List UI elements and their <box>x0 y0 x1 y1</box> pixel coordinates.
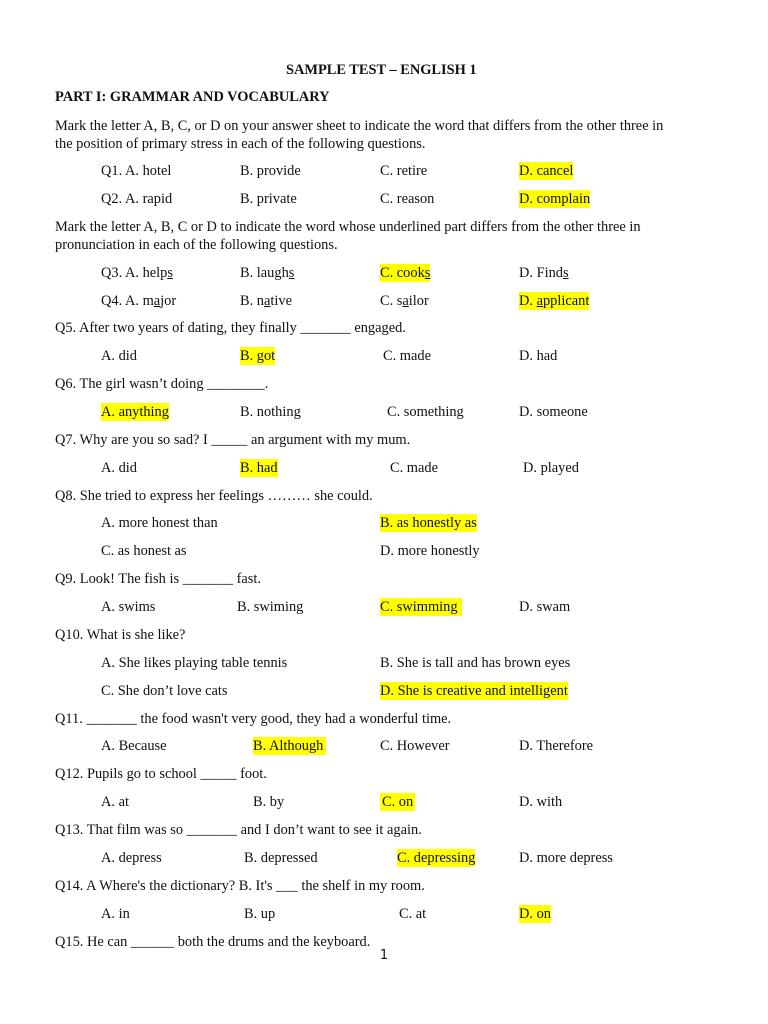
q4-option-b: B. native <box>240 293 292 309</box>
q6-stem: Q6. The girl wasn’t doing ________. <box>55 376 269 392</box>
q10-option-b: B. She is tall and has brown eyes <box>380 655 571 671</box>
q7-option-d: D. played <box>523 460 579 476</box>
q13-option-b: B. depressed <box>244 850 318 866</box>
instruction-pronunciation-line2: pronunciation in each of the following questions. <box>55 237 338 253</box>
q14-option-c: C. at <box>399 906 427 922</box>
q5-option-d: D. had <box>519 348 558 364</box>
q1-option-b: B. provide <box>240 163 301 179</box>
q10-option-d-answer: D. She is creative and intelligent <box>380 683 568 699</box>
q12-option-d: D. with <box>519 794 563 810</box>
q7-option-a: A. did <box>101 460 137 476</box>
q8-stem: Q8. She tried to express her feelings ……… she could. <box>55 488 373 504</box>
q13-option-d: D. more depress <box>519 850 613 866</box>
q11-stem: Q11. _______ the food wasn't very good, they had a wonderful time. <box>55 711 452 727</box>
q8-option-a: A. more honest than <box>101 515 218 531</box>
q9-option-a: A. swims <box>101 599 156 615</box>
q5-option-a: A. did <box>101 348 137 364</box>
q15-stem: Q15. He can ______ both the drums and the keyboard. <box>55 934 371 950</box>
q13-option-c-answer: C. depressing <box>397 850 476 866</box>
q3-option-b: B. laughs <box>240 265 295 281</box>
q9-stem: Q9. Look! The fish is _______ fast. <box>55 571 261 587</box>
q6-option-c: C. something <box>387 404 464 420</box>
q8-option-b-answer: B. as honestly as <box>380 515 477 531</box>
q11-option-c: C. However <box>380 738 450 754</box>
document-title: SAMPLE TEST – ENGLISH 1 <box>286 62 477 78</box>
q4-option-c: C. sailor <box>380 293 429 309</box>
q14-stem: Q14. A Where's the dictionary? B. It's ___ the shelf in my room. <box>55 878 425 894</box>
q10-option-c: C. She don’t love cats <box>101 683 228 699</box>
q5-option-c: C. made <box>383 348 431 364</box>
q11-option-d: D. Therefore <box>519 738 594 754</box>
q5-stem: Q5. After two years of dating, they finally _______ engaged. <box>55 320 406 336</box>
q9-option-c-answer: C. swimming <box>380 598 462 616</box>
q1-option-c: C. retire <box>380 163 428 179</box>
q4-option-d-answer: D. applicant <box>519 293 590 309</box>
q3-option-c-answer: C. cooks <box>380 265 431 281</box>
q14-option-b: B. up <box>244 906 276 922</box>
q6-option-d: D. someone <box>519 404 588 420</box>
q9-option-d: D. swam <box>519 599 571 615</box>
q3-option-d: D. Finds <box>519 265 569 281</box>
q1-option-d-answer: D. cancel <box>519 163 574 179</box>
q1-option-a: Q1. A. hotel <box>101 163 172 179</box>
q6-option-b: B. nothing <box>240 404 301 420</box>
q10-option-a: A. She likes playing table tennis <box>101 655 288 671</box>
q2-option-c: C. reason <box>380 191 435 207</box>
q2-option-a: Q2. A. rapid <box>101 191 173 207</box>
q12-option-c-answer: C. on <box>382 794 414 810</box>
instruction-pronunciation-line1: Mark the letter A, B, C or D to indicate the word whose underlined part differs from the other three in <box>55 219 641 235</box>
part-heading: PART I: GRAMMAR AND VOCABULARY <box>55 89 330 105</box>
instruction-stress-line2: the position of primary stress in each of the following questions. <box>55 136 426 152</box>
q11-option-b-answer: B. Although <box>253 737 326 755</box>
q2-option-b: B. private <box>240 191 297 207</box>
q11-option-a: A. Because <box>101 738 167 754</box>
q14-option-d-answer: D. on <box>519 906 551 922</box>
q14-option-a: A. in <box>101 906 130 922</box>
instruction-stress-line1: Mark the letter A, B, C, or D on your answer sheet to indicate the word that differs from the other three in <box>55 118 664 134</box>
q2-option-d-answer: D. complain <box>519 191 591 207</box>
q13-stem: Q13. That film was so _______ and I don’t want to see it again. <box>55 822 422 838</box>
q12-stem: Q12. Pupils go to school _____ foot. <box>55 766 267 782</box>
q13-option-a: A. depress <box>101 850 162 866</box>
q6-option-a-answer: A. anything <box>101 404 169 420</box>
q9-option-b: B. swiming <box>237 599 304 615</box>
q4-option-a: Q4. A. major <box>101 293 177 309</box>
q7-stem: Q7. Why are you so sad? I _____ an argument with my mum. <box>55 432 411 448</box>
q10-stem: Q10. What is she like? <box>55 627 186 643</box>
q12-option-b: B. by <box>253 794 285 810</box>
q7-option-b-answer: B. had <box>240 460 278 476</box>
page-number: 1 <box>379 948 389 963</box>
q5-option-b-answer: B. got <box>240 348 276 364</box>
q8-option-c: C. as honest as <box>101 543 187 559</box>
q8-option-d: D. more honestly <box>380 543 480 559</box>
q3-option-a: Q3. A. helps <box>101 265 173 281</box>
q12-option-a: A. at <box>101 794 129 810</box>
q7-option-c: C. made <box>390 460 438 476</box>
